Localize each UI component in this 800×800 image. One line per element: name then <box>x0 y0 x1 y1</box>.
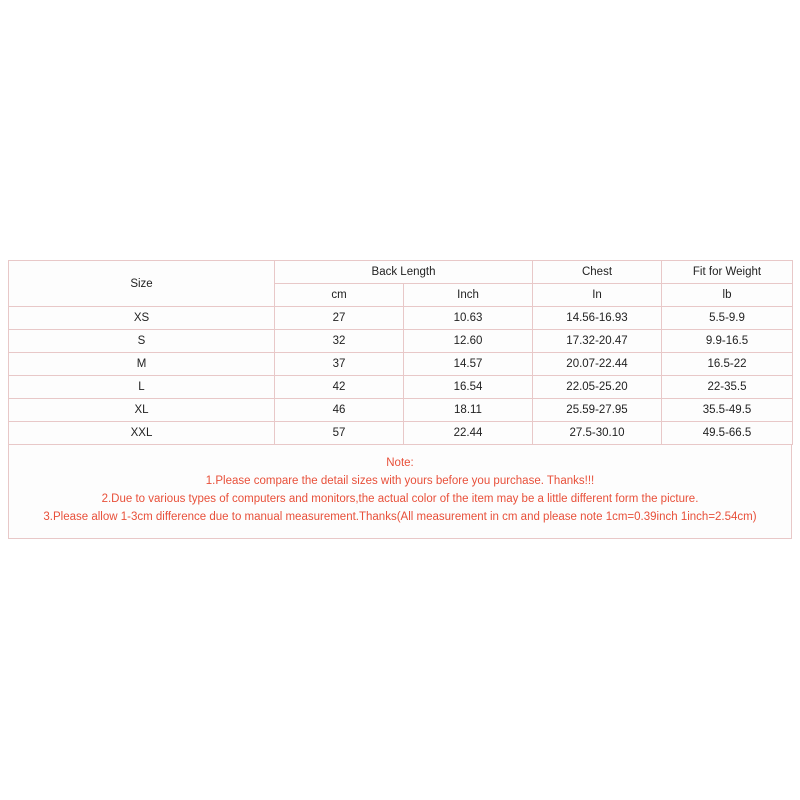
header-unit-lb: lb <box>662 284 793 307</box>
header-size: Size <box>9 261 275 307</box>
size-chart-table <box>8 260 793 445</box>
cell-weight: 16.5-22 <box>662 353 793 376</box>
table-row <box>9 376 793 399</box>
cell-cm: 42 <box>275 376 404 399</box>
cell-inch: 22.44 <box>404 422 533 445</box>
header-unit-in: In <box>533 284 662 307</box>
cell-chest: 27.5-30.10 <box>533 422 662 445</box>
cell-inch: 14.57 <box>404 353 533 376</box>
table-header-row-primary <box>9 261 793 284</box>
cell-inch: 10.63 <box>404 307 533 330</box>
cell-cm: 32 <box>275 330 404 353</box>
header-fit-for-weight: Fit for Weight <box>662 261 793 284</box>
notes-section <box>8 445 792 539</box>
cell-size: L <box>9 376 275 399</box>
table-row <box>9 422 793 445</box>
cell-size: M <box>9 353 275 376</box>
table-row <box>9 353 793 376</box>
cell-size: XS <box>9 307 275 330</box>
cell-chest: 22.05-25.20 <box>533 376 662 399</box>
cell-weight: 35.5-49.5 <box>662 399 793 422</box>
cell-cm: 37 <box>275 353 404 376</box>
header-unit-inch: Inch <box>404 284 533 307</box>
table-row <box>9 330 793 353</box>
cell-chest: 17.32-20.47 <box>533 330 662 353</box>
cell-cm: 27 <box>275 307 404 330</box>
notes-title: Note: <box>386 457 414 469</box>
cell-size: XXL <box>9 422 275 445</box>
cell-inch: 16.54 <box>404 376 533 399</box>
cell-inch: 12.60 <box>404 330 533 353</box>
note-line-1: 1.Please compare the detail sizes with yours before you purchase. Thanks!!! <box>205 475 595 487</box>
cell-weight: 5.5-9.9 <box>662 307 793 330</box>
cell-weight: 49.5-66.5 <box>662 422 793 445</box>
cell-weight: 9.9-16.5 <box>662 330 793 353</box>
table-row <box>9 307 793 330</box>
cell-inch: 18.11 <box>404 399 533 422</box>
cell-weight: 22-35.5 <box>662 376 793 399</box>
header-back-length: Back Length <box>275 261 533 284</box>
cell-size: S <box>9 330 275 353</box>
header-unit-cm: cm <box>275 284 404 307</box>
cell-chest: 20.07-22.44 <box>533 353 662 376</box>
cell-size: XL <box>9 399 275 422</box>
note-line-3: 3.Please allow 1-3cm difference due to manual measurement.Thanks(All measurement in cm and please note 1cm=0.39inch 1inch=2.54cm) <box>43 511 757 523</box>
cell-chest: 25.59-27.95 <box>533 399 662 422</box>
table-row <box>9 399 793 422</box>
header-chest: Chest <box>533 261 662 284</box>
cell-chest: 14.56-16.93 <box>533 307 662 330</box>
size-chart-container <box>8 260 792 539</box>
cell-cm: 57 <box>275 422 404 445</box>
cell-cm: 46 <box>275 399 404 422</box>
note-line-2: 2.Due to various types of computers and monitors,the actual color of the item may be a little different form the picture. <box>101 493 699 505</box>
